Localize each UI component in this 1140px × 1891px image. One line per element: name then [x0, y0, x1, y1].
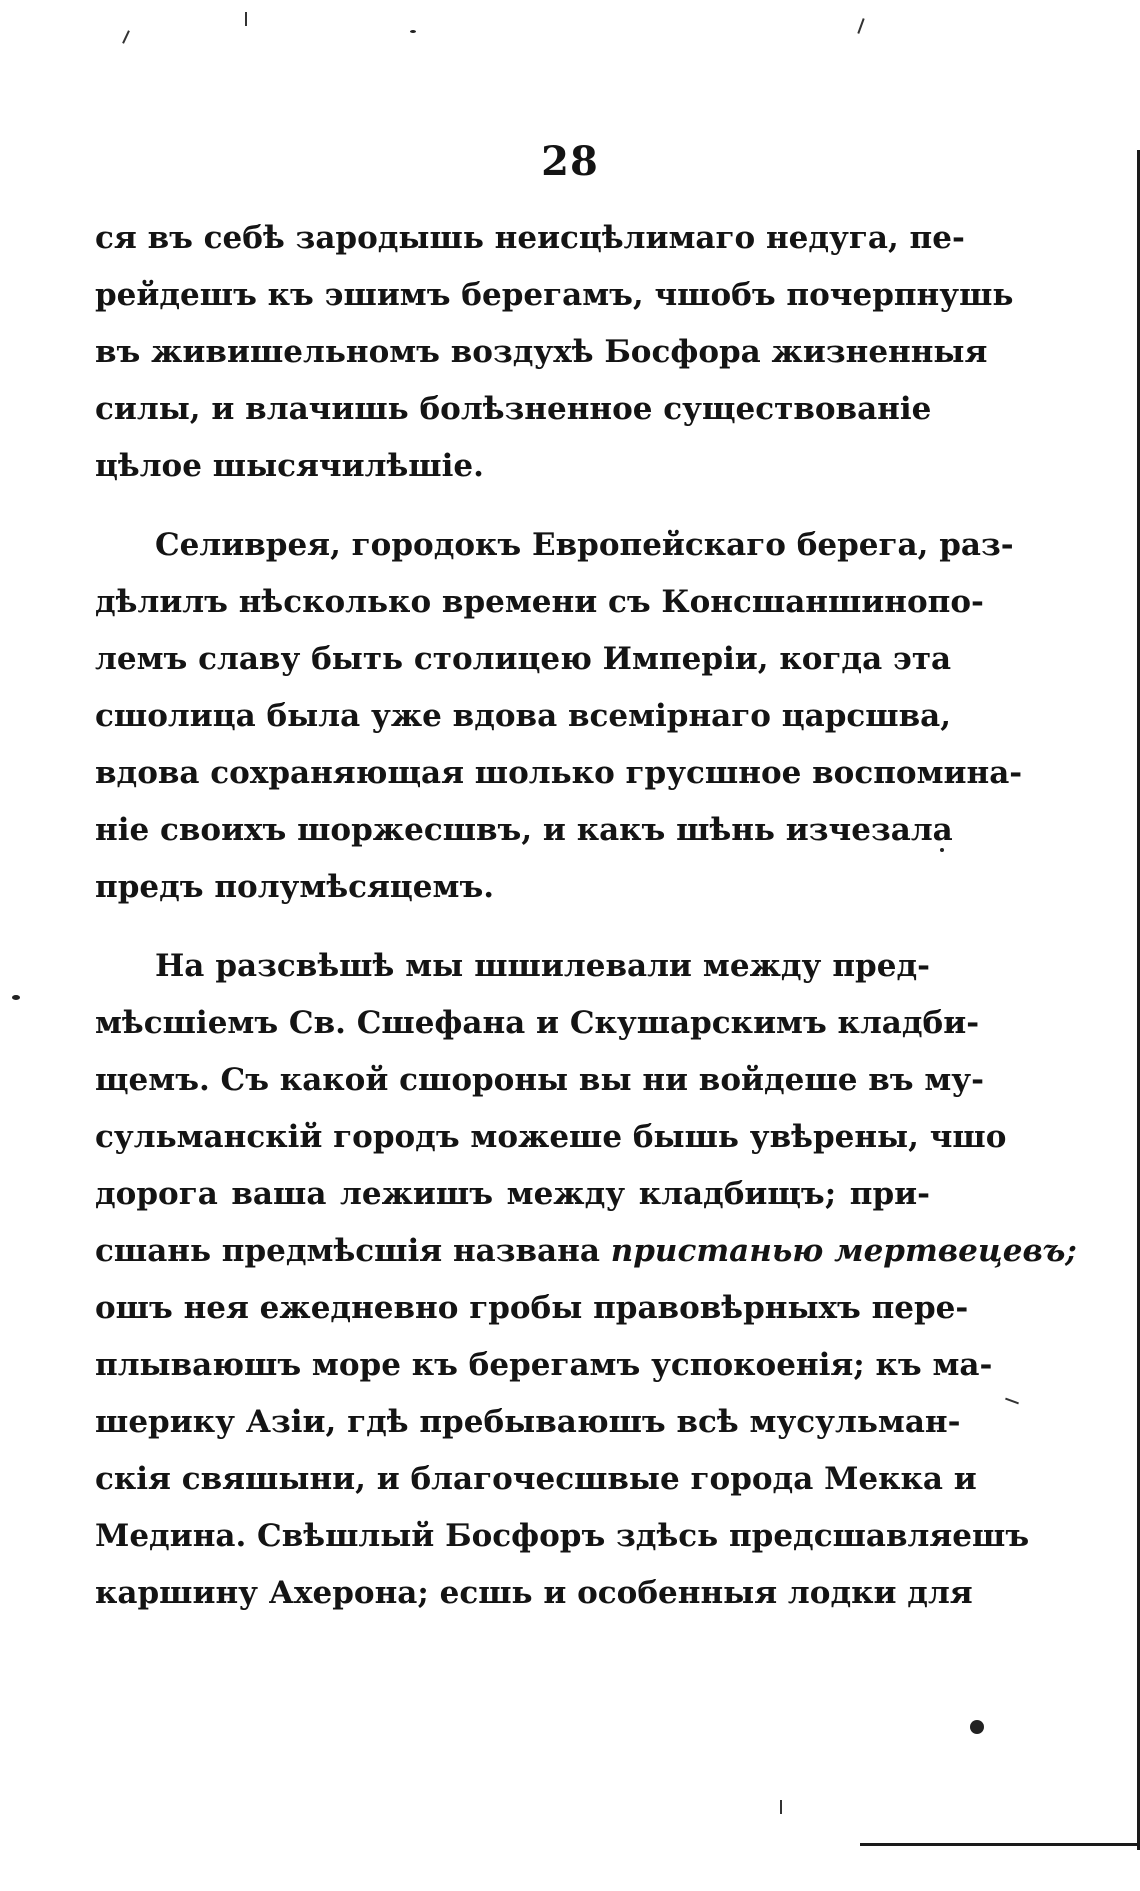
page-number: 28: [541, 138, 599, 185]
ink-speck: [970, 1720, 984, 1734]
text-line: предъ полумѣсяцемъ.: [95, 869, 495, 905]
page-edge-shadow: [860, 1843, 1140, 1846]
text-line: мѣсшіемъ Св. Сшефана и Скушарскимъ кладби-: [95, 1005, 980, 1041]
ink-speck: [12, 995, 20, 1000]
text-line: ся въ себѣ зародышь неисцѣлимаго недуга, пе-: [95, 220, 965, 256]
text-line: лемъ славу быть столицею Имперіи, когда эта: [95, 641, 952, 677]
text-line-with-italic: [95, 1223, 1077, 1280]
ink-speck: [410, 30, 416, 33]
italic-phrase: пристанью мертвецевъ;: [610, 1233, 1077, 1269]
text-line: вдова сохраняющая шолько грусшное воспомина-: [95, 755, 1023, 791]
text-line: силы, и влачишь болѣзненное существованіе: [95, 391, 932, 427]
text-line: сшолица была уже вдова всемірнаго царсшва,: [95, 698, 951, 734]
text-line: шерику Азіи, гдѣ пребываюшъ всѣ мусульман-: [95, 1404, 961, 1440]
scan-mark: [1005, 1398, 1019, 1405]
text-line: дѣлилъ нѣсколько времени съ Консшаншинопо-: [95, 584, 984, 620]
scan-mark: [245, 12, 247, 26]
text-line: На разсвѣшѣ мы шшилевали между пред-: [155, 948, 930, 984]
text-line: въ живишельномъ воздухѣ Босфора жизненныя: [95, 334, 988, 370]
text-line: Селиврея, городокъ Европейскаго берега, раз-: [155, 527, 1014, 563]
text-line: ніе своихъ шоржесшвъ, и какъ шѣнь изчезала: [95, 812, 953, 848]
text-line: цѣлое шысячилѣшіе.: [95, 448, 484, 484]
text-line: плываюшъ море къ берегамъ успокоенія; къ ма-: [95, 1347, 993, 1383]
text-line: рейдешъ къ эшимъ берегамъ, чшобъ почерпнушь: [95, 277, 1014, 313]
scan-mark: [780, 1800, 782, 1814]
scan-mark: [122, 30, 130, 44]
body-text: [95, 210, 1077, 1622]
scan-mark: [857, 18, 864, 34]
text-span: сшань предмѣсшія названа: [95, 1233, 611, 1269]
text-line: дорога ваша лежишъ между кладбищъ; при-: [95, 1176, 930, 1212]
ink-speck: [940, 848, 944, 852]
text-line: щемъ. Съ какой сшороны вы ни войдеше въ му-: [95, 1062, 984, 1098]
text-line: сульманскій городъ можеше бышь увѣрены, чшо: [95, 1119, 1007, 1155]
text-line: ошъ нея ежедневно гробы правовѣрныхъ пере-: [95, 1290, 969, 1326]
text-line: скія свяшыни, и благочесшвые города Мекка и: [95, 1461, 977, 1497]
text-line: Медина. Свѣшлый Босфоръ здѣсь предсшавляешъ: [95, 1518, 1030, 1554]
text-line: каршину Ахерона; есшь и особенныя лодки для: [95, 1575, 973, 1611]
